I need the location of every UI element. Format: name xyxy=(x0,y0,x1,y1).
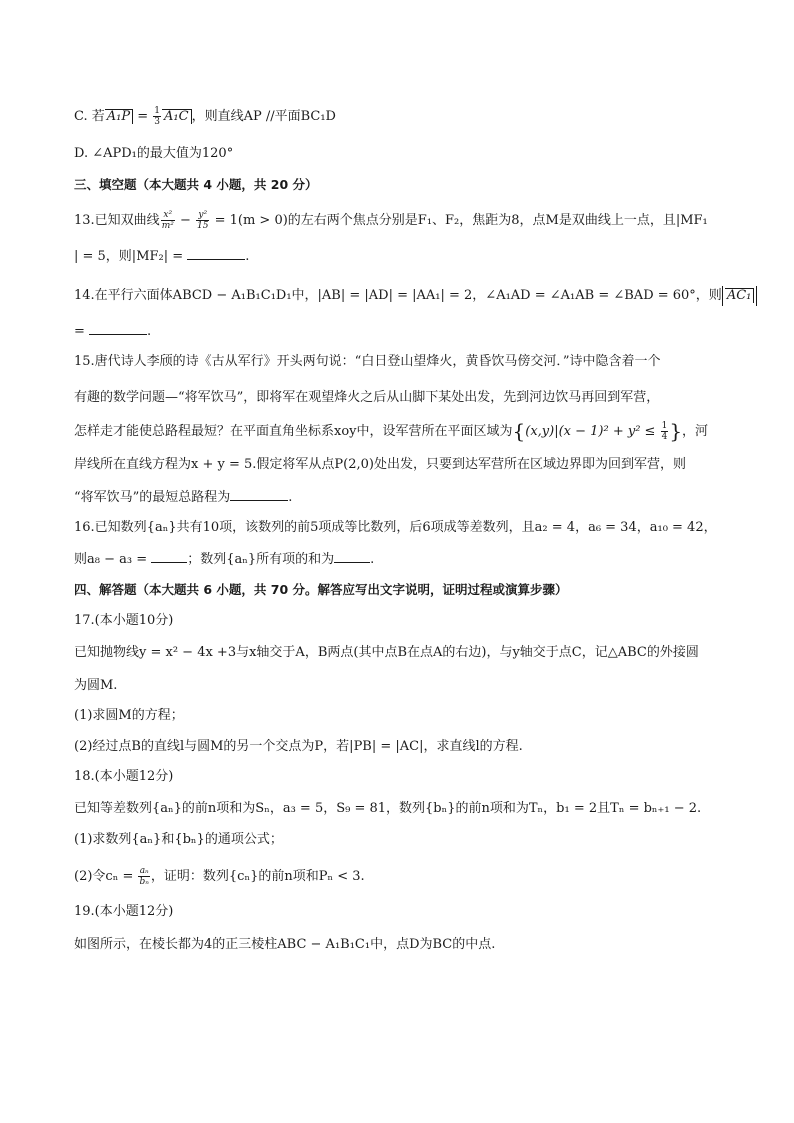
option-c-prefix: C. 若 xyxy=(74,109,105,124)
question-17-line-1: 已知抛物线y = x² − 4x +3与x轴交于A，B两点(其中点B在点A的右边)，与y轴交于点C，记△ABC的外接圆 xyxy=(74,645,699,660)
question-17-line-2: 为圆M. xyxy=(74,678,118,693)
vector-a1p: A₁P xyxy=(105,109,133,124)
question-17-part-1: (1)求圆M的方程； xyxy=(74,708,184,723)
section-fill-in-title: 三、填空题（本大题共 4 小题，共 20 分） xyxy=(74,177,318,192)
option-c-suffix: ，则直线AP //平面BC₁D xyxy=(191,109,336,124)
question-15-line-4: 岸线所在直线方程为x + y = 5.假定将军从点P(2,0)处出发，只要到达军营所在区域边界即为回到军营，则 xyxy=(74,457,686,472)
question-16-line-2: 则a₈ − a₃ = ；数列{aₙ}所有项的和为 . xyxy=(74,552,375,567)
option-c-eq: = xyxy=(133,109,153,124)
question-19-head: 19.(本小题12分) xyxy=(74,904,174,919)
section-answer-title: 四、解答题（本大题共 6 小题，共 70 分。解答应写出文字说明，证明过程或演算步骤） xyxy=(74,582,568,597)
question-18-line-1: 已知等差数列{aₙ}的前n项和为Sₙ，a₃ = 5，S₉ = 81，数列{bₙ}的前n项和为Tₙ，b₁ = 2且Tₙ = bₙ₊₁ − 2. xyxy=(74,801,702,816)
question-14-line-2: = . xyxy=(74,324,152,339)
question-15-line-5: “将军饮马”的最短总路程为 . xyxy=(74,490,293,505)
answer-blank[interactable] xyxy=(89,333,147,335)
fraction-one-quarter: $\frac{1}{4}$ xyxy=(661,421,668,442)
question-17-head: 17.(本小题10分) xyxy=(74,613,174,628)
question-16-line-1: 16.已知数列{aₙ}共有10项，该数列的前5项成等比数列，后6项成等差数列，且a₂ = 4，a₆ = 34，a₁₀ = 42， xyxy=(74,520,717,535)
fraction-a-over-b: $\frac{\text{aₙ}}{\text{bₙ}}$ xyxy=(139,866,149,887)
question-15-line-1: 15.唐代诗人李颀的诗《古从军行》开头两句说：“白日登山望烽火，黄昏饮马傍交河．”诗中隐含着一个 xyxy=(74,354,661,369)
option-d: D. ∠APD₁的最大值为120° xyxy=(74,146,234,161)
fraction-x-over-m: $\frac{\text{x²}}{\text{m²}}$ xyxy=(161,210,174,231)
question-13-line-2: | = 5，则|MF₂| = . xyxy=(74,249,250,264)
question-15-line-3: 怎样走才能使总路程最短？在平面直角坐标系xoy中，设军营所在平面区域为{(x,y)|(x − 1)² + y² ≤ $\frac{1}{4}$ }，河 xyxy=(74,419,709,443)
answer-blank[interactable] xyxy=(230,499,288,501)
question-18-head: 18.(本小题12分) xyxy=(74,769,174,784)
question-18-part-2: (2)令cₙ = $\frac{\text{aₙ}}{\text{bₙ}}$ ，证明：数列{cₙ}的前n项和Pₙ < 3. xyxy=(74,866,365,887)
answer-blank[interactable] xyxy=(334,561,370,563)
question-18-part-1: (1)求数列{aₙ}和{bₙ}的通项公式； xyxy=(74,832,283,847)
fraction-y-over-15: $\frac{\text{y²}}{15}$ xyxy=(197,210,209,231)
answer-blank[interactable] xyxy=(151,561,187,563)
option-c xyxy=(74,106,336,127)
vector-a1c: A₁C xyxy=(162,109,192,124)
question-17-part-2: (2)经过点B的直线l与圆M的另一个交点为P，若|PB| = |AC|，求直线l的方程. xyxy=(74,739,523,754)
question-15-line-2: 有趣的数学问题—“将军饮马”，即将军在观望烽火之后从山脚下某处出发，先到河边饮马再回到军营， xyxy=(74,390,660,405)
fraction-one-third: $\frac{1}{3}$ xyxy=(154,106,161,127)
question-13-line-1: 13.已知双曲线 $\frac{\text{x²}}{\text{m²}}$ − $\frac{\text{y²}}{15}$ = 1(m > 0)的左右两个焦点分别是F₁、F₂，焦距为8，点M是双曲线上一点，且|MF₁ xyxy=(74,210,708,231)
abs-vector-ac1: AC₁ xyxy=(722,286,758,306)
question-19-line-1: 如图所示，在棱长都为4的正三棱柱ABC − A₁B₁C₁中，点D为BC的中点. xyxy=(74,937,496,952)
answer-blank[interactable] xyxy=(187,258,245,260)
question-14-line-1: 14.在平行六面体ABCD − A₁B₁C₁D₁中，|AB| = |AD| = |AA₁| = 2，∠A₁AD = ∠A₁AB = ∠BAD = 60°，则 AC₁ xyxy=(74,286,757,306)
